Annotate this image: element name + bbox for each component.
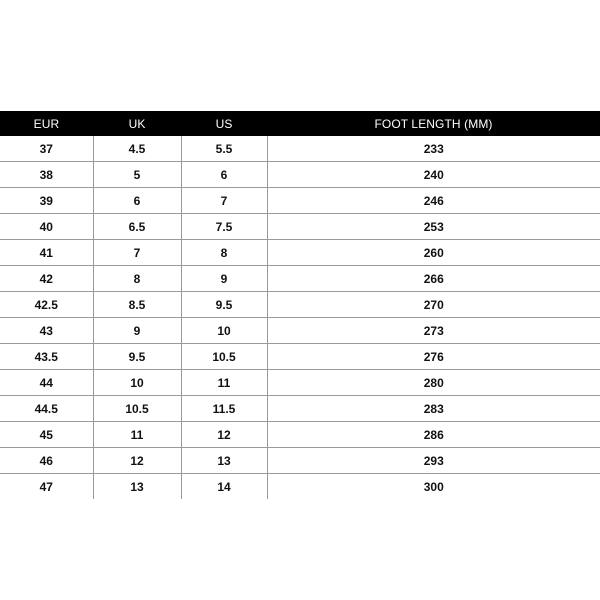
cell-eur: 43.5 [0, 344, 93, 370]
cell-eur: 43 [0, 318, 93, 344]
table-row [0, 266, 600, 292]
table-row [0, 448, 600, 474]
cell-foot-length: 253 [267, 214, 600, 240]
cell-uk: 10 [93, 370, 181, 396]
table-row [0, 318, 600, 344]
size-chart-table [0, 111, 600, 499]
cell-foot-length: 260 [267, 240, 600, 266]
cell-us: 10.5 [181, 344, 267, 370]
cell-uk: 10.5 [93, 396, 181, 422]
cell-us: 13 [181, 448, 267, 474]
cell-eur: 38 [0, 162, 93, 188]
cell-uk: 9 [93, 318, 181, 344]
cell-foot-length: 300 [423, 479, 444, 494]
table-row [0, 474, 600, 500]
cell-foot-length: 280 [267, 370, 600, 396]
cell-foot-length: 270 [267, 292, 600, 318]
cell-uk: 8.5 [93, 292, 181, 318]
cell-uk: 6 [93, 188, 181, 214]
header-us: US [181, 111, 267, 136]
header-foot-length: FOOT LENGTH (MM) [267, 111, 600, 136]
cell-foot-length: 266 [267, 266, 600, 292]
cell-eur: 42.5 [0, 292, 93, 318]
cell-eur: 42 [0, 266, 93, 292]
cell-eur: 41 [0, 240, 93, 266]
header-uk: UK [93, 111, 181, 136]
cell-eur: 44 [0, 370, 93, 396]
table-row [0, 396, 600, 422]
cell-us: 11 [181, 370, 267, 396]
header-row [0, 111, 600, 136]
cell-us: 6 [181, 162, 267, 188]
cell-foot-length: 246 [267, 188, 600, 214]
cell-uk: 9.5 [93, 344, 181, 370]
cell-us: 5.5 [181, 136, 267, 162]
cell-uk: 13 [93, 474, 181, 500]
cell-uk: 4.5 [93, 136, 181, 162]
cell-uk: 7 [93, 240, 181, 266]
table-row [0, 188, 600, 214]
table-header [0, 111, 600, 136]
cell-us: 7 [181, 188, 267, 214]
cell-uk: 5 [93, 162, 181, 188]
cell-foot-length: 276 [267, 344, 600, 370]
cell-us: 8 [181, 240, 267, 266]
cell-eur: 44.5 [0, 396, 93, 422]
cell-uk: 11 [93, 422, 181, 448]
cell-us: 10 [181, 318, 267, 344]
table-row [0, 370, 600, 396]
cell-eur: 39 [0, 188, 93, 214]
cell-us: 7.5 [181, 214, 267, 240]
cell-eur: 47 [0, 474, 93, 500]
cell-us: 9 [181, 266, 267, 292]
cell-eur: 40 [0, 214, 93, 240]
table-row [0, 240, 600, 266]
cell-uk: 8 [93, 266, 181, 292]
header-eur: EUR [0, 111, 93, 136]
table-row [0, 292, 600, 318]
cell-uk: 6.5 [93, 214, 181, 240]
table-row [0, 344, 600, 370]
table-row [0, 214, 600, 240]
table-body [0, 136, 600, 499]
cell-uk: 12 [93, 448, 181, 474]
cell-foot-length: 240 [267, 162, 600, 188]
cell-eur: 45 [0, 422, 93, 448]
table-row [0, 422, 600, 448]
cell-us: 9.5 [181, 292, 267, 318]
cell-foot-length: 293 [267, 448, 600, 474]
cell-us: 14 [181, 474, 267, 500]
cell-foot-length: 283 [267, 396, 600, 422]
cell-eur: 46 [0, 448, 93, 474]
cell-us: 12 [181, 422, 267, 448]
cell-foot-length: 286 [267, 422, 600, 448]
cell-eur: 37 [0, 136, 93, 162]
table-row [0, 136, 600, 162]
cell-foot-length: 273 [267, 318, 600, 344]
cell-foot-length: 233 [267, 136, 600, 162]
table-row [0, 162, 600, 188]
cell-us: 11.5 [181, 396, 267, 422]
